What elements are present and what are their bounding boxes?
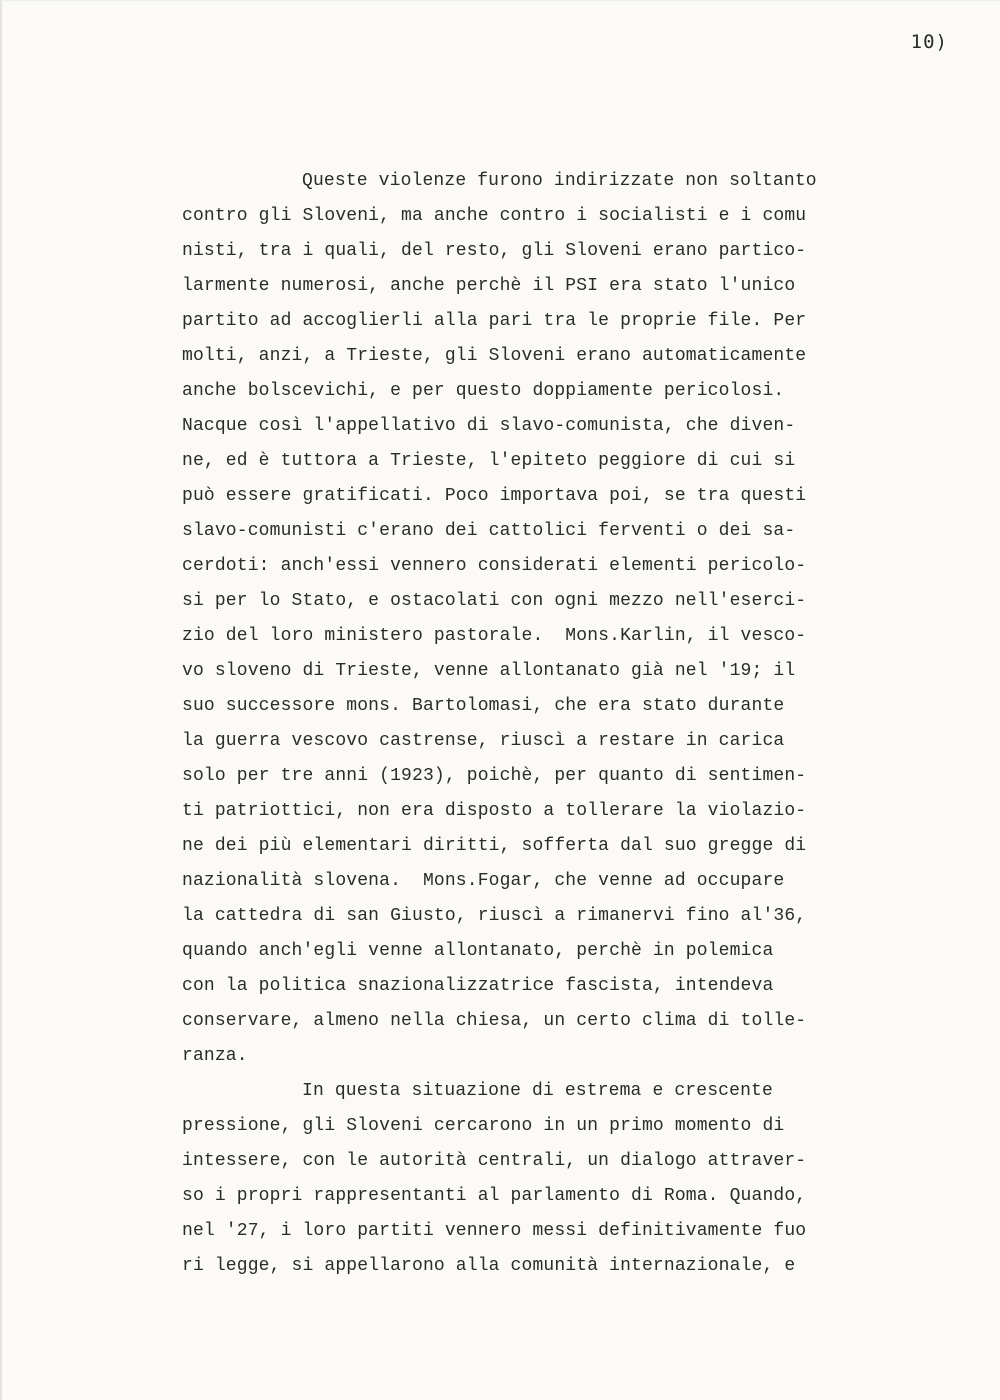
- text-line: si per lo Stato, e ostacolati con ogni mezzo nell'eserci-: [182, 591, 807, 611]
- text-line: con la politica snazionalizzatrice fascista, intendeva: [182, 976, 774, 996]
- text-line: molti, anzi, a Trieste, gli Sloveni erano automaticamente: [182, 346, 807, 366]
- text-line: Queste violenze furono indirizzate non soltanto: [302, 171, 817, 191]
- text-line: partito ad accoglierli alla pari tra le proprie file. Per: [182, 311, 807, 331]
- text-line: ne, ed è tuttora a Trieste, l'epiteto peggiore di cui si: [182, 451, 796, 471]
- text-line: Nacque così l'appellativo di slavo-comunista, che diven-: [182, 416, 796, 436]
- text-line: ri legge, si appellarono alla comunità internazionale, e: [182, 1256, 796, 1276]
- body-text: [182, 164, 882, 1284]
- text-line: slavo-comunisti c'erano dei cattolici ferventi o dei sa-: [182, 521, 796, 541]
- text-line: intessere, con le autorità centrali, un dialogo attraver-: [182, 1151, 807, 1171]
- text-line: la guerra vescovo castrense, riuscì a restare in carica: [182, 731, 785, 751]
- text-line: ne dei più elementari diritti, sofferta dal suo gregge di: [182, 836, 807, 856]
- text-line: suo successore mons. Bartolomasi, che era stato durante: [182, 696, 785, 716]
- page-number: 10): [910, 31, 948, 53]
- text-line: la cattedra di san Giusto, riuscì a rimanervi fino al'36,: [182, 906, 807, 926]
- text-line: ti patriottici, non era disposto a tollerare la violazio-: [182, 801, 807, 821]
- text-line: ranza.: [182, 1046, 248, 1066]
- text-line: pressione, gli Sloveni cercarono in un primo momento di: [182, 1116, 785, 1136]
- text-line: In questa situazione di estrema e crescente: [302, 1081, 773, 1101]
- text-line: vo sloveno di Trieste, venne allontanato già nel '19; il: [182, 661, 796, 681]
- text-line: quando anch'egli venne allontanato, perchè in polemica: [182, 941, 774, 961]
- text-line: nel '27, i loro partiti vennero messi definitivamente fuo: [182, 1221, 807, 1241]
- text-line: contro gli Sloveni, ma anche contro i socialisti e i comu: [182, 206, 807, 226]
- text-line: può essere gratificati. Poco importava poi, se tra questi: [182, 486, 807, 506]
- paragraph-1: [182, 164, 882, 1074]
- text-line: zio del loro ministero pastorale. Mons.Karlin, il vesco-: [182, 626, 807, 646]
- text-line: cerdoti: anch'essi vennero considerati elementi pericolo-: [182, 556, 807, 576]
- text-line: solo per tre anni (1923), poichè, per quanto di sentimen-: [182, 766, 807, 786]
- text-line: conservare, almeno nella chiesa, un certo clima di tolle-: [182, 1011, 807, 1031]
- text-line: larmente numerosi, anche perchè il PSI era stato l'unico: [182, 276, 796, 296]
- text-line: anche bolscevichi, e per questo doppiamente pericolosi.: [182, 381, 785, 401]
- paragraph-2: [182, 1074, 882, 1284]
- text-line: nisti, tra i quali, del resto, gli Sloveni erano partico-: [182, 241, 807, 261]
- text-line: so i propri rappresentanti al parlamento di Roma. Quando,: [182, 1186, 807, 1206]
- text-line: nazionalità slovena. Mons.Fogar, che venne ad occupare: [182, 871, 785, 891]
